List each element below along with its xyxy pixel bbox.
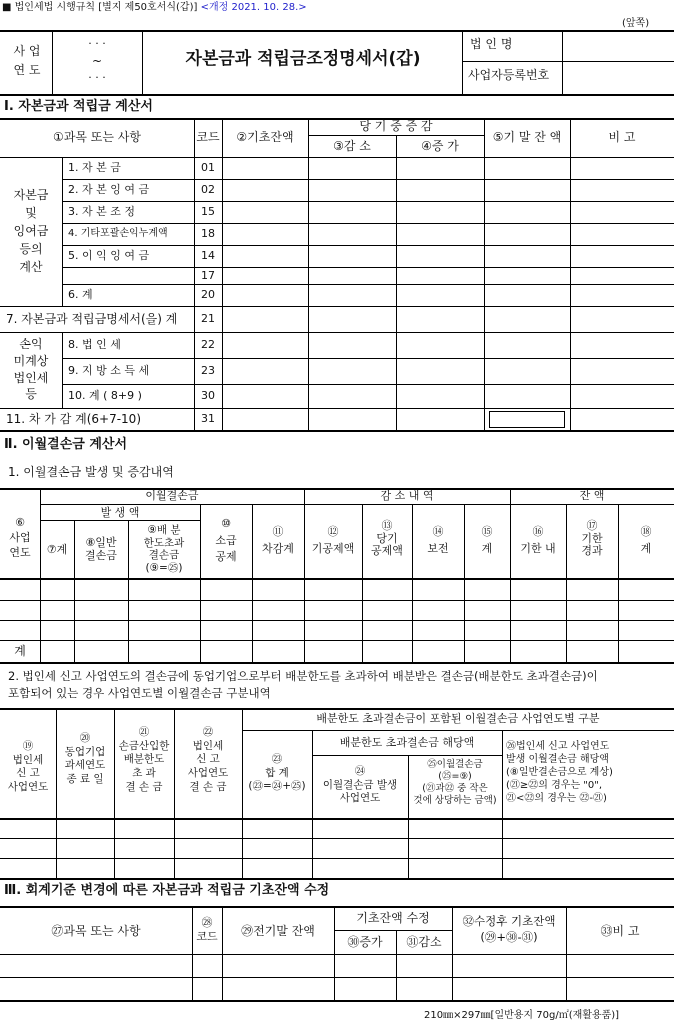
col-decrease-header: 감 소 내 역 (380, 489, 434, 502)
corp-name-label: 법 인 명 (470, 37, 513, 51)
col33-header: ㉝비 고 (600, 924, 640, 938)
col-increase-header: ④증 가 (421, 139, 459, 153)
form-reference (2, 2, 307, 14)
row11-code: 31 (201, 412, 215, 425)
row-label: 9. 지 방 소 득 세 (68, 364, 150, 377)
col7-header: ⑦계 (46, 543, 68, 556)
col16-header: ⑯ 기한 내 (520, 525, 556, 555)
revision-date: <개정 2021. 10. 28.> (200, 2, 307, 13)
row-label: 5. 이 익 잉 여 금 (68, 249, 150, 262)
section-3-title: Ⅲ. 회계기준 변경에 따른 자본금과 적립금 기초잔액 수정 (4, 883, 330, 898)
row-label: 8. 법 인 세 (68, 338, 121, 351)
col32-header: ㉜수정후 기초잔액 (㉙+㉚-㉛) (462, 914, 556, 944)
row7-label: 7. 자본금과 적립금명세서(을) 계 (6, 312, 178, 326)
row-label: 4. 기타포괄손익누계액 (68, 228, 168, 239)
row-label: 2. 자 본 잉 여 금 (68, 183, 150, 196)
row-code: 20 (201, 288, 215, 301)
row-label: 6. 계 (68, 288, 93, 301)
section-2-sub2: 2. 법인세 신고 사업연도의 결손금에 동업기업으로부터 배분한도를 초과하여 배분받은 결손금(배분한도 초과결손금)이 포함되어 있는 경우 사업연도별 이월결손금 구분내역 (8, 669, 598, 701)
row-code: 15 (201, 205, 215, 218)
row-code: 30 (201, 389, 215, 402)
col20-header: ⑳ 동업기업 과세연도 종 료 일 (64, 732, 106, 785)
col10-header: ⑩ 소급 공제 (215, 517, 237, 563)
corp-name-field[interactable] (563, 31, 673, 60)
col8-header: ⑧일반 결손금 (85, 536, 117, 563)
year-dots-bottom: · · · (88, 71, 106, 84)
row11-label: 11. 차 가 감 계(6+7-10) (6, 412, 141, 426)
col-note-header: 비 고 (608, 130, 636, 144)
row-code: 17 (201, 269, 215, 282)
col-end-header: ⑤기 말 잔 액 (492, 130, 562, 144)
total-row-label: 계 (14, 644, 26, 658)
col21-header: ㉑ 손금산입한 배분한도 초 과 결 손 금 (118, 726, 170, 793)
col-remain-header: 잔 액 (579, 489, 605, 502)
page-side: (앞쪽) (622, 18, 650, 29)
col30-header: ㉚증가 (347, 935, 383, 949)
row-code: 18 (201, 227, 215, 240)
col22-header: ㉒ 법인세 신 고 사업연도 결 손 금 (187, 726, 229, 793)
paper-spec-footer: 210㎜×297㎜[일반용지 70g/㎡(재활용품)] (424, 1010, 620, 1021)
row-code: 01 (201, 161, 215, 174)
col-loss-header: 이월결손금 (145, 489, 199, 502)
col13-header: ⑬ 당기 공제액 (371, 519, 403, 558)
col26-header: ㉖법인세 신고 사업연도 발생 이월결손금 해당액 (⑧일반결손금으로 계상) (㉑≥㉒의 경우는 "0", ㉑<㉒의 경우는 ㉒-㉑) (506, 741, 613, 804)
section-2-sub1: 1. 이월결손금 발생 및 증감내역 (8, 465, 174, 479)
partnership-top-header: 배분한도 초과결손금이 포함된 이월결손금 사업연도별 구분 (316, 712, 600, 725)
col14-header: ⑭ 보전 (427, 525, 449, 555)
col-code-header: 코드 (196, 130, 220, 144)
col17-header: ⑰ 기한 경과 (581, 519, 603, 558)
col23-header: ㉓ 합 계 (㉓=㉔+㉕) (248, 753, 306, 793)
col29-header: ㉙전기말 잔액 (241, 924, 315, 938)
group-capital-label: 자본금 및 잉여금 등의 계산 (13, 188, 49, 274)
row-code: 02 (201, 183, 215, 196)
col19-header: ⑲ 법인세 신 고 사업연도 (7, 740, 49, 793)
col12-header: ⑫ 기공제액 (311, 525, 355, 555)
row-code: 14 (201, 249, 215, 262)
year-tilde: ~ (91, 54, 103, 68)
row-code: 22 (201, 338, 215, 351)
row-label: 10. 계 ( 8+9 ) (68, 389, 142, 402)
section-2-title: Ⅱ. 이월결손금 계산서 (4, 437, 128, 452)
form-reference-text: ■ 법인세법 시행규칙 [별지 제50호서식(갑)] (2, 2, 198, 13)
col-decrease-header: ③감 소 (333, 139, 371, 153)
year-dots-top: · · · (88, 37, 106, 50)
form-title: 자본금과 적립금조정명세서(갑) (185, 49, 421, 69)
col-occur-header: 발 생 액 (100, 506, 140, 519)
base-adjust-header: 기초잔액 수정 (356, 911, 430, 925)
col15-header: ⑮ 계 (481, 525, 493, 555)
col11-header: ⑪ 차감계 (262, 525, 294, 555)
row11-end-balance-box[interactable] (489, 411, 565, 428)
col18-header: ⑱ 계 (640, 525, 652, 555)
group-tax-label: 손익 미계상 법인세 등 (13, 337, 49, 402)
col-change-header: 당 기 중 증 감 (359, 119, 433, 133)
col25-header: ㉕이월결손금 (㉕=⑨) (㉑과㉒ 중 작은 것에 상당하는 금액) (413, 759, 497, 806)
col-year-header: ⑥ 사업 연도 (9, 516, 31, 559)
row-code: 23 (201, 364, 215, 377)
section-1-title: Ⅰ. 자본금과 적립금 계산서 (4, 99, 153, 114)
partnership-mid-header: 배분한도 초과결손금 해당액 (339, 736, 475, 749)
row-label: 3. 자 본 조 정 (68, 205, 135, 218)
row-label: 1. 자 본 금 (68, 161, 121, 174)
col27-header: ㉗과목 또는 사항 (51, 924, 141, 938)
col-item-header: ①과목 또는 사항 (53, 130, 141, 144)
business-year-label: 사 업 연 도 (13, 44, 41, 78)
biz-number-field[interactable] (563, 62, 673, 93)
biz-number-label: 사업자등록번호 (468, 68, 550, 82)
col9-header: ⑨배 분 한도초과 결손금 (⑨=㉕) (143, 524, 185, 574)
row7-code: 21 (201, 312, 215, 325)
col28-header: ㉘ 코드 (196, 916, 218, 944)
col24-header: ㉔ 이월결손금 발생 사업연도 (322, 765, 398, 805)
col31-header: ㉛감소 (406, 935, 442, 949)
col-begin-header: ②기초잔액 (236, 130, 294, 144)
